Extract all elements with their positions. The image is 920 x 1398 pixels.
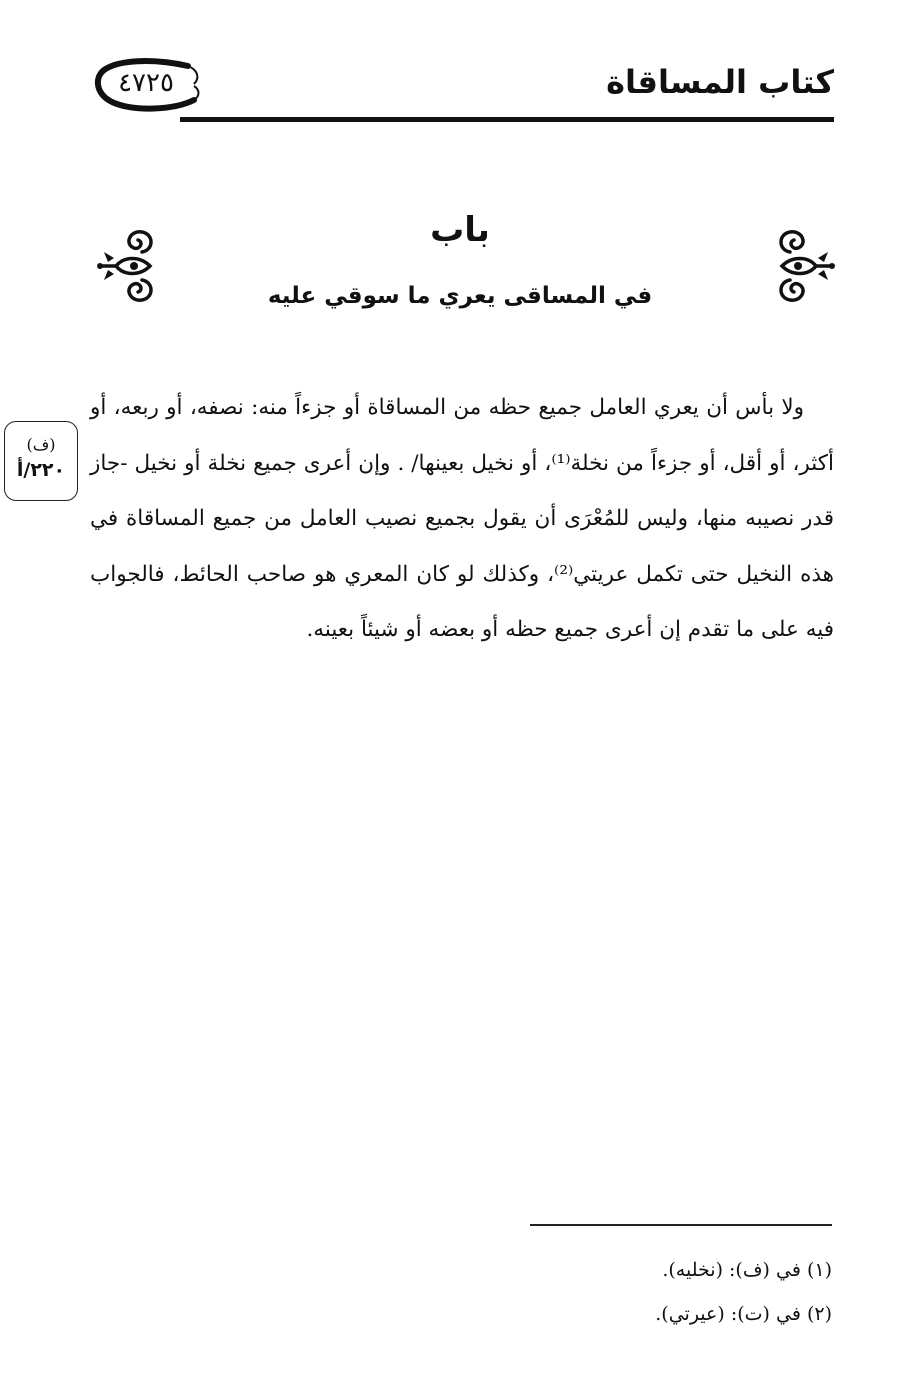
footnote-separator	[530, 1224, 832, 1226]
body-paragraph: ولا بأس أن يعري العامل جميع حظه من المساقاة أو جزءاً منه: نصفه، أو ربعه، أو أكثر، أو أقل، أو جزءاً من نخلة⁽¹⁾، أو نخيل بعينها/ . وإن أعرى جميع نخلة أو نخيل -جاز قدر نصيبه منها، وليس للمُعْرَى أن يقول بجميع نصيب العامل من جميع المساقاة في هذه النخيل حتى تكمل عريتي⁽²⁾، وكذلك لو كان المعري هو صاحب الحائط، فالجواب فيه على ما تقدم إن أعرى جميع حظه أو بعضه أو شيئاً بعينه.	[90, 395, 834, 642]
chapter-label: باب	[430, 210, 490, 250]
body-text	[90, 380, 834, 658]
page-number: ٤٧٢٥	[118, 68, 174, 98]
page-number-badge	[92, 56, 200, 112]
running-title: كتاب المساقاة	[606, 63, 834, 101]
footnote-2: (٢) في (ت): (عيرتي).	[655, 1303, 832, 1325]
floral-ornament-icon	[768, 222, 836, 312]
footnotes	[432, 1248, 832, 1336]
manuscript-siglum: (ف)	[26, 435, 56, 454]
header-rule	[180, 117, 834, 122]
folio-number: ٢٢٠/أ	[16, 459, 66, 481]
floral-ornament-icon	[96, 222, 164, 312]
manuscript-folio-reference	[4, 421, 78, 501]
footnote-1: (١) في (ف): (نخليه).	[662, 1259, 832, 1281]
chapter-title: في المساقى يعري ما سوقي عليه	[267, 283, 653, 309]
